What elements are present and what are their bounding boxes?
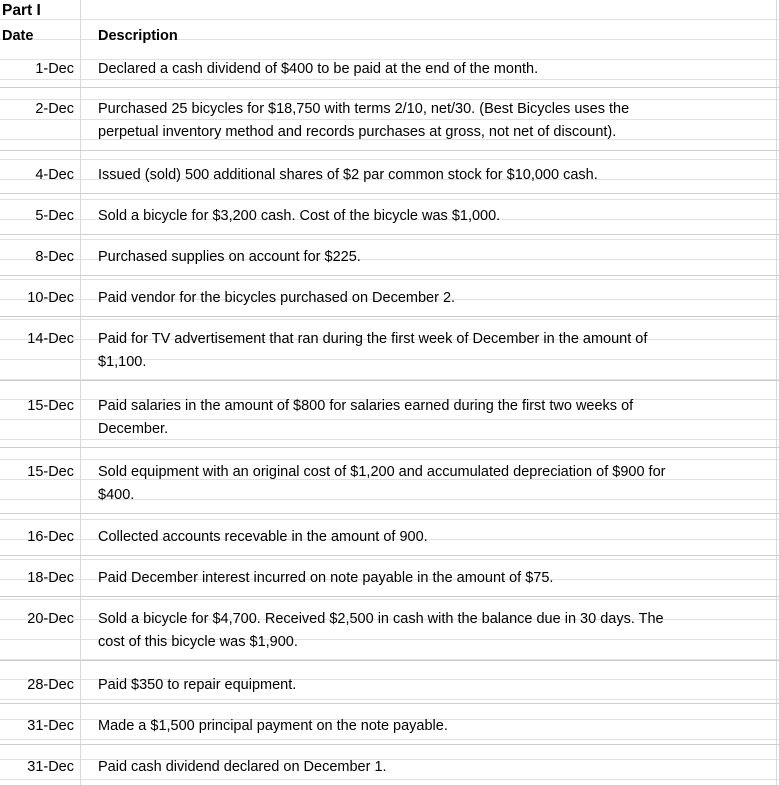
transaction-description[interactable]: Paid December interest incurred on note payable in the amount of $75. <box>98 570 554 586</box>
row-separator <box>0 513 779 514</box>
transaction-date[interactable]: 1-Dec <box>35 61 74 77</box>
transaction-date[interactable]: 10-Dec <box>27 290 74 306</box>
row-separator <box>0 596 779 597</box>
transaction-description[interactable]: Purchased 25 bicycles for $18,750 with terms 2/10, net/30. (Best Bicycles uses the <box>98 101 630 117</box>
transaction-description[interactable]: Paid $350 to repair equipment. <box>98 677 297 693</box>
transaction-description[interactable]: $400. <box>98 487 135 503</box>
transaction-date[interactable]: 28-Dec <box>27 677 74 693</box>
transaction-date[interactable]: 31-Dec <box>27 759 74 775</box>
transaction-description[interactable]: perpetual inventory method and records purchases at gross, not net of discount). <box>98 124 617 140</box>
transaction-date[interactable]: 16-Dec <box>27 529 74 545</box>
transaction-description[interactable]: Issued (sold) 500 additional shares of $2 par common stock for $10,000 cash. <box>98 167 598 183</box>
transaction-date[interactable]: 20-Dec <box>27 611 74 627</box>
transaction-description[interactable]: Collected accounts recevable in the amount of 900. <box>98 529 428 545</box>
transaction-description[interactable]: Sold a bicycle for $4,700. Received $2,500 in cash with the balance due in 30 days. The <box>98 611 664 627</box>
column-divider-right <box>776 0 777 785</box>
row-separator <box>0 555 779 556</box>
transaction-description[interactable]: cost of this bicycle was $1,900. <box>98 634 298 650</box>
row-separator <box>0 193 779 194</box>
transaction-description[interactable]: Paid salaries in the amount of $800 for salaries earned during the first two weeks of <box>98 398 634 414</box>
transaction-description[interactable]: Paid cash dividend declared on December 1. <box>98 759 387 775</box>
transaction-description[interactable]: Paid for TV advertisement that ran during the first week of December in the amount of <box>98 331 648 347</box>
transaction-date[interactable]: 15-Dec <box>27 398 74 414</box>
transaction-description[interactable]: Declared a cash dividend of $400 to be paid at the end of the month. <box>98 61 539 77</box>
row-separator <box>0 275 779 276</box>
section-title[interactable]: Part I <box>2 2 41 19</box>
transaction-description[interactable]: Sold equipment with an original cost of $1,200 and accumulated depreciation of $900 for <box>98 464 666 480</box>
column-divider <box>80 0 81 785</box>
transaction-date[interactable]: 8-Dec <box>35 249 74 265</box>
transaction-description[interactable]: Purchased supplies on account for $225. <box>98 249 361 265</box>
row-separator <box>0 447 779 448</box>
description-column-header[interactable]: Description <box>98 28 178 44</box>
transaction-date[interactable]: 2-Dec <box>35 101 74 117</box>
row-separator <box>0 703 779 704</box>
transaction-description[interactable]: Made a $1,500 principal payment on the note payable. <box>98 718 448 734</box>
row-separator <box>0 744 779 745</box>
row-separator <box>0 150 779 151</box>
row-separator <box>0 316 779 317</box>
transaction-date[interactable]: 4-Dec <box>35 167 74 183</box>
transaction-date[interactable]: 14-Dec <box>27 331 74 347</box>
transaction-description[interactable]: Sold a bicycle for $3,200 cash. Cost of the bicycle was $1,000. <box>98 208 501 224</box>
transaction-date[interactable]: 31-Dec <box>27 718 74 734</box>
date-column-header[interactable]: Date <box>2 28 34 44</box>
transaction-date[interactable]: 15-Dec <box>27 464 74 480</box>
row-separator <box>0 234 779 235</box>
transaction-date[interactable]: 5-Dec <box>35 208 74 224</box>
row-separator <box>0 380 779 381</box>
transaction-description[interactable]: $1,100. <box>98 354 147 370</box>
transaction-date[interactable]: 18-Dec <box>27 570 74 586</box>
row-separator <box>0 660 779 661</box>
row-separator <box>0 87 779 88</box>
transaction-description[interactable]: December. <box>98 421 169 437</box>
transaction-description[interactable]: Paid vendor for the bicycles purchased on December 2. <box>98 290 456 306</box>
